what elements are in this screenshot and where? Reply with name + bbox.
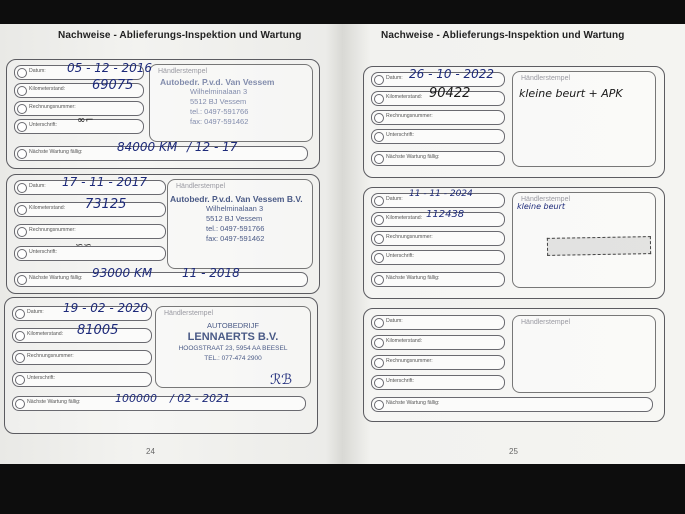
invoice-row: Rechnungsnummer: xyxy=(12,350,152,365)
page-number: 24 xyxy=(146,447,155,456)
date-row: Datum: xyxy=(12,306,152,321)
km-row: Kilometerstand: xyxy=(371,91,505,106)
dealer-stamp-box: Händlerstempel AUTOBEDRIJF LENNAERTS B.V. HOOGSTRAAT 23, 5954 AA BEESEL TEL.: 077-474 2900 xyxy=(155,306,311,388)
handwritten-date: 19 - 02 - 2020 xyxy=(63,301,148,315)
km-row: Kilometerstand: xyxy=(14,202,166,217)
signature-row: Unterschrift: xyxy=(371,375,505,390)
service-card-2 xyxy=(6,174,320,294)
bullet-icon xyxy=(374,253,384,263)
faded-stamp xyxy=(547,236,651,256)
bullet-icon xyxy=(17,86,27,96)
signature-row: Unterschrift: xyxy=(14,119,144,134)
handwritten-km: 90422 xyxy=(429,86,471,101)
left-page xyxy=(0,24,343,464)
signature-mark: ∽∽ xyxy=(75,240,92,251)
bullet-icon xyxy=(374,234,384,244)
next-service-row: Nächste Wartung fällig: xyxy=(12,396,306,411)
handwritten-note: kleine beurt xyxy=(517,202,566,211)
bullet-icon xyxy=(17,249,27,259)
dealer-stamp-box: Händlerstempel xyxy=(512,71,656,167)
handwritten-km: 69075 xyxy=(92,78,134,93)
bullet-icon xyxy=(374,132,384,142)
km-row: Kilometerstand: xyxy=(14,83,144,98)
invoice-row: Rechnungsnummer: xyxy=(371,110,505,125)
bullet-icon xyxy=(374,338,384,348)
bullet-icon xyxy=(374,215,384,225)
handwritten-date: 05 - 12 - 2016 xyxy=(67,61,152,75)
dealer-stamp: AUTOBEDRIJF LENNAERTS B.V. HOOGSTRAAT 23, 5954 AA BEESEL TEL.: 077-474 2900 xyxy=(178,321,288,362)
signature-row: Unterschrift: xyxy=(14,246,166,261)
service-card-2 xyxy=(363,187,665,299)
service-card-1 xyxy=(6,59,320,169)
invoice-row: Rechnungsnummer: xyxy=(14,224,166,239)
page-title: Nachweise - Ablieferungs-Inspektion und Wartung xyxy=(381,30,625,41)
bullet-icon xyxy=(374,358,384,368)
next-service-row: Nächste Wartung fällig: xyxy=(371,272,505,287)
bullet-icon xyxy=(17,227,27,237)
next-service-row: Nächste Wartung fällig: xyxy=(14,146,308,161)
bullet-icon xyxy=(17,183,27,193)
signature-mark: ∞⌐ xyxy=(77,115,94,126)
bullet-icon xyxy=(17,275,27,285)
invoice-row: Rechnungsnummer: xyxy=(371,355,505,370)
service-card-3 xyxy=(363,308,665,422)
invoice-row: Rechnungsnummer: xyxy=(14,101,144,116)
service-card-3 xyxy=(4,297,318,434)
bullet-icon xyxy=(15,399,25,409)
bullet-icon xyxy=(17,149,27,159)
next-service-row: Nächste Wartung fällig: xyxy=(14,272,308,287)
bullet-icon xyxy=(17,68,27,78)
bullet-icon xyxy=(374,318,384,328)
next-service-row: Nächste Wartung fällig: xyxy=(371,151,505,166)
handwritten-date: 17 - 11 - 2017 xyxy=(62,175,147,189)
dealer-stamp-box: Händlerstempel xyxy=(512,315,656,393)
handwritten-next-date: 11 - 2018 xyxy=(182,266,240,280)
date-row: Datum: xyxy=(371,315,505,330)
bullet-icon xyxy=(374,275,384,285)
handwritten-next-km: 93000 KM xyxy=(92,266,153,280)
page-title: Nachweise - Ablieferungs-Inspektion und Wartung xyxy=(58,30,302,41)
bullet-icon xyxy=(374,113,384,123)
bullet-icon xyxy=(17,122,27,132)
bullet-icon xyxy=(374,94,384,104)
right-page xyxy=(343,24,685,464)
invoice-row: Rechnungsnummer: xyxy=(371,231,505,246)
bullet-icon xyxy=(374,75,384,85)
handwritten-next-date: / 12 - 17 xyxy=(187,140,238,154)
handwritten-date: 11 - 11 - 2024 xyxy=(409,189,473,199)
bullet-icon xyxy=(17,205,27,215)
bullet-icon xyxy=(17,104,27,114)
bullet-icon xyxy=(374,378,384,388)
dealer-stamp-box: Händlerstempel Autobedr. P.v.d. Van Vessem B.V. Wilhelminalaan 3 5512 BJ Vessem tel.: 0497-591766 fax: 0497-591462 xyxy=(167,179,313,269)
signature-row: Unterschrift: xyxy=(371,129,505,144)
bullet-icon xyxy=(15,309,25,319)
km-row: Kilometerstand: xyxy=(12,328,152,343)
handwritten-km: 112438 xyxy=(426,209,465,220)
signature-row: Unterschrift: xyxy=(12,372,152,387)
dealer-stamp: Autobedr. P.v.d. Van Vessem Wilhelminalaan 3 5512 BJ Vessem tel.: 0497-591766 fax: 0497-591462 xyxy=(160,77,275,126)
date-row: Datum: xyxy=(14,65,144,80)
next-service-row: Nächste Wartung fällig: xyxy=(371,397,653,412)
bullet-icon xyxy=(15,375,25,385)
bullet-icon xyxy=(15,331,25,341)
km-row: Kilometerstand: xyxy=(371,212,505,227)
handwritten-next-date: / 02 - 2021 xyxy=(170,392,231,405)
handwritten-date: 26 - 10 - 2022 xyxy=(409,67,494,81)
bullet-icon xyxy=(374,154,384,164)
signature-mark: ℛℬ xyxy=(270,372,293,388)
dealer-stamp-box: Händlerstempel xyxy=(512,192,656,288)
bullet-icon xyxy=(374,400,384,410)
handwritten-km: 81005 xyxy=(77,323,119,338)
dealer-stamp: Autobedr. P.v.d. Van Vessem B.V. Wilhelminalaan 3 5512 BJ Vessem tel.: 0497-591766 fax: 0497-591462 xyxy=(170,194,303,243)
page-number: 25 xyxy=(509,447,518,456)
bullet-icon xyxy=(15,353,25,363)
bullet-icon xyxy=(374,196,384,206)
dealer-stamp-box: Händlerstempel Autobedr. P.v.d. Van Vessem Wilhelminalaan 3 5512 BJ Vessem tel.: 0497-591766 fax: 0497-591462 xyxy=(149,64,313,142)
handwritten-next-km: 100000 xyxy=(115,392,157,405)
signature-row: Unterschrift: xyxy=(371,250,505,265)
date-row: Datum: xyxy=(371,72,505,87)
date-row: Datum: xyxy=(14,180,166,195)
handwritten-next-km: 84000 KM xyxy=(117,140,178,154)
handwritten-note: kleine beurt + APK xyxy=(519,87,623,100)
date-row: Datum: xyxy=(371,193,505,208)
handwritten-km: 73125 xyxy=(85,197,127,212)
km-row: Kilometerstand: xyxy=(371,335,505,350)
service-card-1 xyxy=(363,66,665,178)
